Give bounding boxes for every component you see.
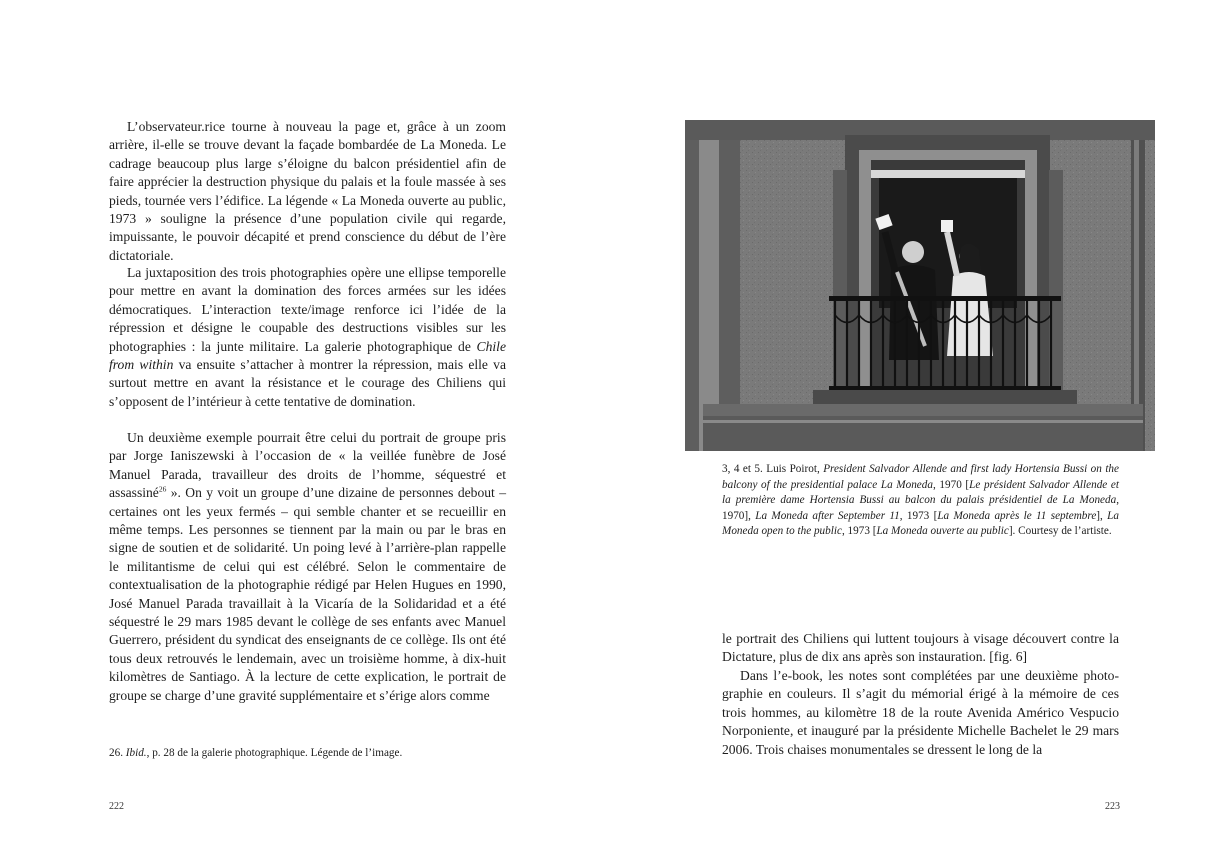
caption-italic: La Moneda open to the public <box>722 509 1119 538</box>
body-paragraph-ebook: Dans l’e-book, les notes sont complétées par une deuxième photographie en couleurs. Il s’agit du mémorial érigé à la mémoire de ces trois hommes, au kilomètre 18 de la route Avenida Américo Vespucio Norponiente, et inauguré par la présidente Michelle Bachelet le 29 mars 2006. Trois chaises monumentales se dressent le long de la <box>722 668 1119 757</box>
footnote-number: 26. <box>109 747 126 759</box>
balcony-photograph <box>685 120 1155 451</box>
caption-italic: Le président Salvador Allende et la première dame Hortensia Bussi au balcon du palais présidentiel de La Moneda <box>722 478 1119 507</box>
photo-illustration <box>685 120 1155 451</box>
footnote <box>109 746 509 760</box>
paragraph-text: va ensuite s’attacher à montrer la répression, mais elle va surtout mettre en avant la résistance et le courage des Chiliens qui s’opposent de l’intérieur à cette tentative de domination. <box>109 357 506 409</box>
page-number: 223 <box>1105 801 1120 812</box>
footnote-italic: Ibid. <box>125 747 147 759</box>
caption-text: , 1970], <box>722 494 1119 522</box>
caption-text: , 1973 [ <box>841 525 877 538</box>
figure-caption <box>722 462 1119 540</box>
body-paragraph-3 <box>109 429 506 705</box>
caption-text: , 1973 [ <box>899 509 938 522</box>
caption-text: ], <box>1096 509 1108 522</box>
caption-text: , 1970 [ <box>932 478 970 491</box>
caption-text: ]. Courtesy de l’artiste. <box>1008 525 1112 538</box>
right-page <box>613 0 1226 865</box>
caption-italic: President Salvador Allende and first lady Hortensia Bussi on the balcony of the presidential palace La Moneda <box>722 463 1119 491</box>
body-paragraph-2 <box>109 264 506 411</box>
caption-italic: La Moneda ouverte au public <box>876 525 1009 538</box>
body-paragraph-continued: le portrait des Chiliens qui luttent toujours à visage découvert contre la Dictature, plus de dix ans après son instauration. [fig. 6] <box>722 631 1119 665</box>
body-paragraph-1: L’observateur.rice tourne à nouveau la page et, grâce à un zoom arrière, il-elle se trouve devant la façade bombardée de La Moneda. Le cadrage beaucoup plus large s’éloigne du balcon présidentiel afin de faire apprécier la destruction physique du palais et la foule massée à ses pieds, tournée vers l’édifice. La légende « La Moneda ouverte au public, 1973 » souligne la présence d’une population civile qui regarde, impuissante, le pouvoir décapité et prend conscience du début de l’ère dictatoriale. <box>109 119 506 263</box>
caption-italic: La Moneda after September 11 <box>755 509 900 522</box>
italic-title: Chile from within <box>109 338 506 373</box>
paragraph-text: ». On y voit un groupe d’une dizaine de personnes debout – certaines ont les yeux fermés – qui semble chanter et se recueillir en même temps. Les personnes se tiennent par la main ou par le bras en signe de soutien et de solidarité. Un poing levé à l’arrière-plan rappelle le militantisme de celui qui est célébré. Selon le commentaire de contextualisation de la photographie rédigé par Helen Hugues en 1990, José Manuel Parada travaillait à la Vicaría de la Solidaridad et a été séquestré le 29 mars 1985 devant le collège de ses enfants avec Manuel Guerrero, président du syndicat des enseignants de ce collège. Ils ont été tous deux retrouvés le lendemain, avec un troisième homme, à dix-huit kilomètres de Santiago. À la lecture de cette explication, le portrait de groupe se charge d’une gravité supplémentaire et s’érige alors comme <box>109 485 506 703</box>
page-number: 222 <box>109 801 124 812</box>
footnote-text: , p. 28 de la galerie photographique. Légende de l’image. <box>146 747 403 759</box>
paragraph-text: Un deuxième exemple pourrait être celui du portrait de groupe pris par Jorge Ianiszewski à l’occasion de « la veillée funèbre de José Manuel Parada, travailleur des droits de l’homme, séquestré et assassiné <box>109 430 506 501</box>
paragraph-text: La juxtaposition des trois photographies opère une ellipse temporelle pour mettre en avant la domination des forces armées sur les idées démocratiques. L’interaction texte/image renforce ici l’idée de la répression et désigne le coupable des destructions visibles sur les photographies : la junte militaire. La galerie photographique de <box>109 265 506 354</box>
caption-text: 3, 4 et 5. Luis Poirot, <box>722 463 824 475</box>
footnote-ref[interactable]: 26 <box>158 484 167 494</box>
caption-italic: La Moneda après le 11 septembre <box>937 509 1097 522</box>
